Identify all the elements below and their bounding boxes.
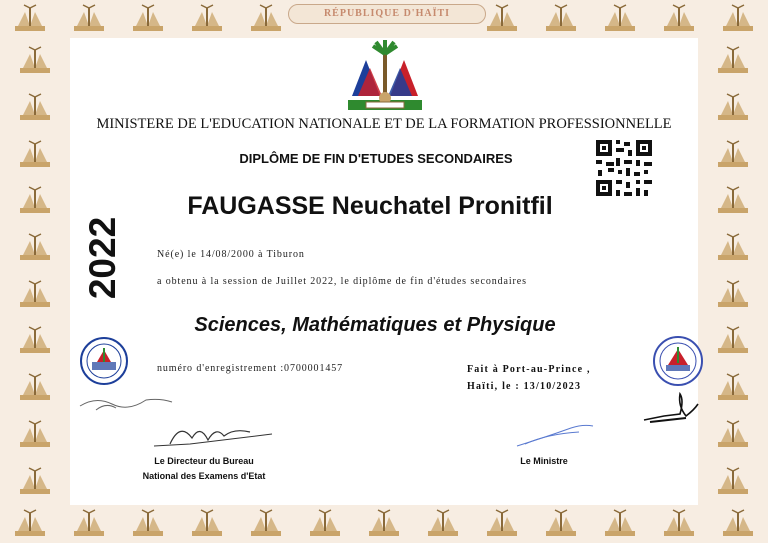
registration-number: numéro d'enregistrement :0700001457 (157, 363, 344, 374)
border-emblem-icon (485, 4, 519, 34)
border-emblem-icon (131, 509, 165, 539)
place-date (467, 361, 591, 395)
border-emblem-icon (426, 509, 460, 539)
border-emblem-icon (716, 373, 750, 403)
border-emblem-icon (662, 509, 696, 539)
border-emblem-icon (721, 509, 755, 539)
border-emblem-icon (716, 326, 750, 356)
diploma-title: DIPLÔME DE FIN D'ETUDES SECONDAIRES (239, 151, 513, 166)
republic-banner: RÉPUBLIQUE D'HAÏTI (288, 4, 486, 24)
birth-info: Né(e) le 14/08/2000 à Tiburon (157, 249, 305, 260)
border-emblem-icon (72, 4, 106, 34)
director-signature-icon (150, 420, 282, 450)
border-emblem-icon (716, 233, 750, 263)
border-emblem-icon (485, 509, 519, 539)
diploma-year: 2022 (82, 216, 123, 300)
bureau-seal-icon (79, 336, 129, 386)
border-emblem-icon (18, 467, 52, 497)
minister-signature-icon (513, 420, 597, 450)
border-emblem-icon (249, 509, 283, 539)
student-name: FAUGASSE Neuchatel Pronitfil (187, 192, 553, 220)
border-emblem-icon (131, 4, 165, 34)
initial-signature-icon (76, 392, 176, 414)
border-emblem-icon (367, 509, 401, 539)
border-emblem-icon (190, 509, 224, 539)
ministry-name: MINISTERE DE L'EDUCATION NATIONALE ET DE LA FORMATION PROFESSIONNELLE (96, 116, 672, 132)
border-emblem-icon (18, 420, 52, 450)
border-emblem-icon (13, 4, 47, 34)
session-info: a obtenu à la session de Juillet 2022, le diplôme de fin d'études secondaires (157, 276, 527, 287)
border-emblem-icon (72, 509, 106, 539)
minister-title: Le Ministre (520, 456, 568, 466)
border-emblem-icon (716, 420, 750, 450)
border-emblem-icon (716, 46, 750, 76)
border-emblem-icon (190, 4, 224, 34)
border-emblem-icon (18, 140, 52, 170)
border-emblem-icon (662, 4, 696, 34)
border-emblem-icon (544, 4, 578, 34)
place-line: Fait à Port-au-Prince , (467, 364, 591, 375)
border-emblem-icon (603, 4, 637, 34)
border-emblem-icon (716, 93, 750, 123)
seal-signature-icon (640, 390, 702, 426)
border-emblem-icon (603, 509, 637, 539)
border-emblem-icon (18, 186, 52, 216)
border-emblem-icon (721, 4, 755, 34)
border-emblem-icon (716, 186, 750, 216)
border-emblem-icon (18, 233, 52, 263)
border-emblem-icon (716, 140, 750, 170)
left-border (0, 38, 70, 505)
director-title (118, 454, 290, 484)
border-emblem-icon (308, 509, 342, 539)
coat-of-arms-icon (346, 40, 424, 112)
qr-code-icon[interactable] (594, 138, 654, 198)
director-title-line2: National des Examens d'Etat (142, 471, 266, 481)
border-emblem-icon (716, 467, 750, 497)
border-emblem-icon (544, 509, 578, 539)
border-emblem-icon (18, 46, 52, 76)
ministry-seal-icon (652, 335, 704, 387)
date-line: Haïti, le : 13/10/2023 (467, 381, 582, 392)
right-border (698, 38, 768, 505)
border-emblem-icon (249, 4, 283, 34)
border-emblem-icon (18, 373, 52, 403)
director-title-line1: Le Directeur du Bureau (154, 456, 254, 466)
diploma-track: Sciences, Mathématiques et Physique (194, 314, 556, 336)
border-emblem-icon (18, 93, 52, 123)
border-emblem-icon (13, 509, 47, 539)
border-emblem-icon (716, 280, 750, 310)
bottom-border (0, 505, 768, 543)
border-emblem-icon (18, 280, 52, 310)
border-emblem-icon (18, 326, 52, 356)
